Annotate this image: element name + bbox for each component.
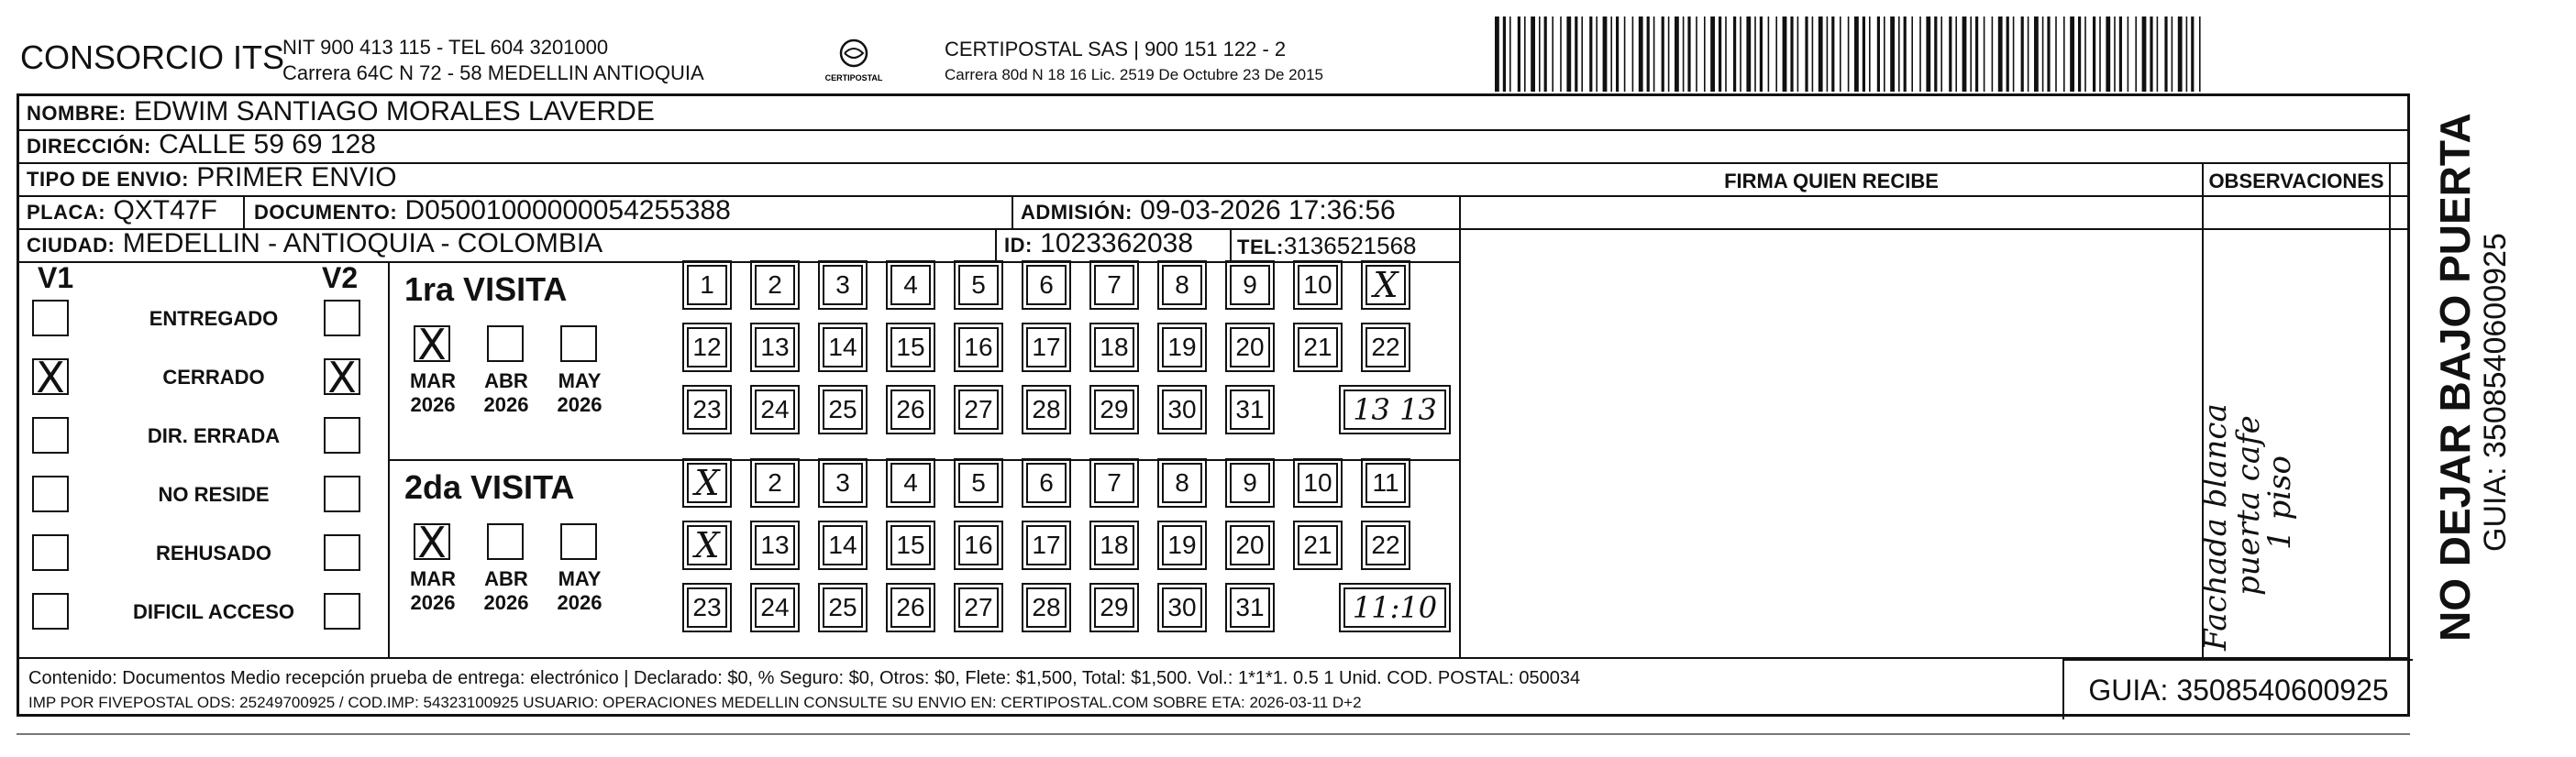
barcode-bar (1746, 16, 1751, 92)
day-box[interactable]: 27 (958, 587, 999, 628)
day-box[interactable]: 18 (1094, 525, 1134, 565)
barcode-bar (1812, 16, 1814, 92)
status-label: DIFICIL ACCESO (132, 600, 294, 623)
v2-checkbox[interactable] (324, 417, 360, 454)
nombre-value: EDWIM SANTIAGO MORALES LAVERDE (133, 96, 655, 126)
id-value: 1023362038 (1040, 228, 1194, 258)
day-box[interactable]: 15 (890, 327, 931, 368)
day-box[interactable]: 25 (823, 389, 863, 430)
barcode-bar (1653, 16, 1655, 92)
visit-time[interactable]: 13 13 (1343, 389, 1446, 430)
ciudad-field: CIUDAD: MEDELLIN - ANTIOQUIA - COLOMBIA (27, 228, 603, 258)
barcode-bar (1596, 16, 1598, 92)
day-box[interactable]: 20 (1230, 327, 1270, 368)
direccion-label: DIRECCIÓN: (27, 135, 151, 158)
tipo-label: TIPO DE ENVIO: (27, 168, 189, 191)
day-box[interactable]: 6 (1026, 463, 1067, 503)
documento-field: DOCUMENTO: D05001000000054255388 (254, 195, 731, 225)
barcode-bar (1560, 16, 1562, 92)
placa-field: PLACA: QXT47F (27, 195, 217, 225)
day-box[interactable]: 14 (823, 525, 863, 565)
barcode-bar (1962, 16, 1967, 92)
visit-title: 1ra VISITA (404, 270, 568, 308)
barcode-bar (1566, 16, 1571, 92)
day-box[interactable]: 13 (755, 525, 795, 565)
day-box[interactable]: 2 (755, 463, 795, 503)
barcode-bar (1840, 16, 1841, 92)
barcode-bar (1616, 16, 1619, 92)
day-box[interactable]: 12 (687, 327, 727, 368)
month-label: ABR 2026 (483, 567, 529, 614)
certipostal-logo (822, 35, 886, 90)
barcode-bar (1949, 16, 1951, 92)
barcode-bar (2034, 16, 2039, 92)
barcode-bar (1683, 16, 1685, 92)
barcode-bar (1710, 16, 1715, 92)
day-box[interactable]: 3 (823, 463, 863, 503)
barcode-bar (2063, 16, 2065, 92)
barcode-bar (2042, 16, 2044, 92)
day-box[interactable]: 22 (1365, 525, 1406, 565)
barcode-bar (1831, 16, 1834, 92)
barcode-bar (1509, 16, 1511, 92)
month-checkbox[interactable]: X (414, 523, 450, 560)
direccion-row (27, 129, 376, 160)
obs-line-2: puerta cafe (2230, 415, 2267, 596)
barcode-bar (1668, 16, 1670, 92)
month-label: ABR 2026 (483, 369, 529, 416)
barcode-bar (2128, 16, 2129, 92)
tipo-value: PRIMER ENVIO (196, 162, 397, 192)
day-box[interactable]: 8 (1162, 463, 1202, 503)
day-box[interactable]: 28 (1026, 389, 1067, 430)
v2-checkbox[interactable] (324, 300, 360, 336)
day-box[interactable]: 28 (1026, 587, 1067, 628)
day-box[interactable]: 5 (958, 463, 999, 503)
nombre-row (27, 96, 655, 127)
barcode-bar (1575, 16, 1577, 92)
barcode-bar (2078, 16, 2081, 92)
barcode-bar (1495, 16, 1499, 92)
barcode-bar (2106, 16, 2110, 92)
barcode-bar (2055, 16, 2057, 92)
day-box[interactable]: 19 (1162, 525, 1202, 565)
day-box[interactable]: 4 (890, 265, 931, 305)
delivery-form (17, 93, 2410, 717)
visit-title: 2da VISITA (404, 468, 575, 506)
day-box[interactable]: 9 (1230, 463, 1270, 503)
day-box[interactable]: 14 (823, 327, 863, 368)
month-label: MAY 2026 (557, 567, 603, 614)
day-box[interactable]: 17 (1026, 327, 1067, 368)
company-name: CONSORCIO ITS (20, 38, 285, 76)
v2-checkbox[interactable] (324, 593, 360, 630)
barcode-bar (1975, 16, 1978, 92)
barcode-bar (1624, 16, 1626, 92)
certi-line2: Carrera 80d N 18 16 Lic. 2519 De Octubre 23 De 2015 (945, 66, 1323, 83)
day-box[interactable]: 3 (823, 265, 863, 305)
day-box[interactable]: 18 (1094, 327, 1134, 368)
barcode-bar (1854, 16, 1859, 92)
admision-field: ADMISIÓN: 09-03-2026 17:36:56 (1021, 195, 1396, 225)
nombre-label: NOMBRE: (27, 102, 127, 125)
bottom-rule (17, 733, 2410, 735)
month-checkbox[interactable] (487, 523, 524, 560)
status-label: NO RESIDE (158, 483, 270, 506)
day-box[interactable]: 26 (890, 587, 931, 628)
day-box[interactable]: 30 (1162, 389, 1202, 430)
day-box[interactable]: 25 (823, 587, 863, 628)
day-box[interactable]: 5 (958, 265, 999, 305)
day-box[interactable]: 16 (958, 327, 999, 368)
day-box[interactable]: X (687, 463, 727, 503)
day-box[interactable]: 2 (755, 265, 795, 305)
id-field: ID: 1023362038 (1004, 228, 1194, 258)
barcode-bar (2084, 16, 2086, 92)
v2-checkbox[interactable] (324, 476, 360, 512)
guia-number: GUIA: 3508540600925 (2062, 659, 2413, 719)
barcode-bar (1524, 16, 1526, 92)
barcode-bar (1539, 16, 1541, 92)
barcode-bar (2186, 16, 2188, 92)
barcode-bar (1869, 16, 1871, 92)
tel-value: 3136521568 (1283, 232, 1417, 259)
tel-field: TEL:3136521568 (1237, 232, 1417, 259)
barcode-bar (1863, 16, 1865, 92)
barcode-bar (2114, 16, 2116, 92)
barcode-bar (1775, 16, 1777, 92)
barcode-bar (1884, 16, 1885, 92)
day-box[interactable]: 26 (890, 389, 931, 430)
month-checkbox[interactable] (560, 523, 597, 560)
barcode-bar (1518, 16, 1520, 92)
barcode (1495, 16, 2201, 92)
status-label: CERRADO (162, 366, 265, 389)
v2-checkbox[interactable]: X (324, 358, 360, 395)
day-box[interactable]: 1 (687, 265, 727, 305)
svg-text:CERTIPOSTAL: CERTIPOSTAL (824, 73, 883, 82)
firma-header: FIRMA QUIEN RECIBE (1724, 170, 1939, 192)
barcode-bar (1940, 16, 1942, 92)
v1-checkbox[interactable] (32, 476, 69, 512)
status-label: ENTREGADO (149, 307, 279, 330)
v1-checkbox[interactable]: X (32, 358, 69, 395)
barcode-bar (1827, 16, 1829, 92)
barcode-bar (1934, 16, 1937, 92)
barcode-bar (2157, 16, 2159, 92)
barcode-bar (1890, 16, 1895, 92)
barcode-bar (1919, 16, 1921, 92)
direccion-value: CALLE 59 69 128 (159, 129, 376, 159)
v2-header: V2 (322, 261, 359, 294)
placa-value: QXT47F (113, 195, 217, 225)
day-box[interactable]: 13 (755, 327, 795, 368)
barcode-bar (2142, 16, 2147, 92)
day-box[interactable]: 19 (1162, 327, 1202, 368)
day-box[interactable]: 23 (687, 587, 727, 628)
month-checkbox[interactable] (487, 325, 524, 362)
v1-header: V1 (38, 261, 74, 294)
v1-checkbox[interactable] (32, 593, 69, 630)
side-guia: GUIA: 3508540600925 (2478, 233, 2513, 552)
nit-line: NIT 900 413 115 - TEL 604 3201000 (282, 36, 609, 59)
barcode-bar (1783, 16, 1787, 92)
day-box[interactable]: 31 (1230, 389, 1270, 430)
barcode-bar (1790, 16, 1793, 92)
day-box[interactable]: 8 (1162, 265, 1202, 305)
barcode-bar (1760, 16, 1763, 92)
day-box[interactable]: 21 (1298, 525, 1338, 565)
footer-imp: IMP POR FIVEPOSTAL ODS: 25249700925 / COD.IMP: 54323100925 USUARIO: OPERACIONES MEDELLIN CONSULTE SU ENVIO EN: CERTIPOSTAL.COM SOBRE ETA: 2026-03-11 D+2 (28, 694, 1362, 711)
admision-value: 09-03-2026 17:36:56 (1140, 195, 1396, 225)
barcode-bar (1719, 16, 1721, 92)
barcode-bar (1992, 16, 1994, 92)
barcode-bar (2028, 16, 2029, 92)
certi-line1: CERTIPOSTAL SAS | 900 151 122 - 2 (945, 38, 1287, 60)
barcode-bar (1531, 16, 1535, 92)
barcode-bar (1926, 16, 1930, 92)
status-label: DIR. ERRADA (147, 424, 281, 447)
no-dejar-bajo-puerta: NO DEJAR BAJO PUERTA (2431, 113, 2479, 642)
day-box[interactable]: 10 (1298, 265, 1338, 305)
month-label: MAR 2026 (409, 369, 457, 416)
v2-checkbox[interactable] (324, 534, 360, 571)
month-checkbox[interactable] (560, 325, 597, 362)
barcode-bar (1877, 16, 1880, 92)
barcode-bar (1754, 16, 1756, 92)
barcode-bar (2070, 16, 2074, 92)
barcode-bar (1603, 16, 1608, 92)
barcode-bar (1848, 16, 1850, 92)
month-label: MAR 2026 (409, 567, 457, 614)
day-box[interactable]: 4 (890, 463, 931, 503)
day-box[interactable]: 20 (1230, 525, 1270, 565)
v1-checkbox[interactable] (32, 417, 69, 454)
certipostal-info (945, 37, 1323, 88)
barcode-bar (1768, 16, 1770, 92)
barcode-bar (1639, 16, 1643, 92)
v1-checkbox[interactable] (32, 300, 69, 336)
barcode-bar (1503, 16, 1506, 92)
barcode-bar (2013, 16, 2015, 92)
day-box[interactable]: 27 (958, 389, 999, 430)
barcode-bar (1632, 16, 1634, 92)
barcode-bar (1725, 16, 1727, 92)
barcode-bar (1696, 16, 1697, 92)
barcode-bar (1740, 16, 1741, 92)
barcode-bar (1998, 16, 2003, 92)
barcode-bar (2191, 16, 2194, 92)
barcode-bar (2178, 16, 2183, 92)
barcode-bar (2199, 16, 2201, 92)
day-box[interactable]: 15 (890, 525, 931, 565)
barcode-bar (1805, 16, 1808, 92)
day-box[interactable]: X (687, 525, 727, 565)
v1-checkbox[interactable] (32, 534, 69, 571)
barcode-bar (1970, 16, 1972, 92)
barcode-bar (2007, 16, 2009, 92)
day-box[interactable]: 7 (1094, 463, 1134, 503)
status-label: REHUSADO (156, 542, 271, 565)
footer-content: Contenido: Documentos Medio recepción prueba de entrega: electrónico | Declarado: $0, % Seguro: $0, Otros: $0, Flete: $1,500, Total: $1,500. Vol.: 1*1*1. 0.5 1 Unid. COD. POSTAL: 050034 (28, 668, 1581, 688)
barcode-bar (1911, 16, 1913, 92)
barcode-bar (1704, 16, 1706, 92)
barcode-bar (2135, 16, 2137, 92)
tipo-envio-row (27, 162, 397, 193)
barcode-bar (1544, 16, 1547, 92)
barcode-bar (1662, 16, 1664, 92)
barcode-bar (2164, 16, 2167, 92)
barcode-bar (1984, 16, 1985, 92)
day-box[interactable]: X (1365, 265, 1406, 305)
barcode-bar (1955, 16, 1957, 92)
day-box[interactable]: 17 (1026, 525, 1067, 565)
month-checkbox[interactable]: X (414, 325, 450, 362)
barcode-bar (2099, 16, 2101, 92)
day-box[interactable]: 31 (1230, 587, 1270, 628)
day-box[interactable]: 6 (1026, 265, 1067, 305)
address-line: Carrera 64C N 72 - 58 MEDELLIN ANTIOQUIA (282, 61, 704, 84)
barcode-bar (1898, 16, 1900, 92)
barcode-bar (1904, 16, 1907, 92)
barcode-bar (1819, 16, 1823, 92)
day-box[interactable]: 10 (1298, 463, 1338, 503)
day-box[interactable]: 30 (1162, 587, 1202, 628)
obs-line-1: Fachada blanca (2197, 403, 2234, 651)
barcode-bar (1733, 16, 1736, 92)
observaciones-handwriting (2188, 275, 2298, 651)
ciudad-value: MEDELLIN - ANTIOQUIA - COLOMBIA (122, 228, 603, 258)
day-box[interactable]: 24 (755, 389, 795, 430)
day-box[interactable]: 7 (1094, 265, 1134, 305)
barcode-bar (1581, 16, 1583, 92)
day-box[interactable]: 22 (1365, 327, 1406, 368)
barcode-bar (1647, 16, 1650, 92)
barcode-bar (2150, 16, 2152, 92)
day-box[interactable]: 16 (958, 525, 999, 565)
visit-time[interactable]: 11:10 (1343, 587, 1446, 628)
barcode-bar (2119, 16, 2122, 92)
barcode-bar (1610, 16, 1612, 92)
day-box[interactable]: 23 (687, 389, 727, 430)
barcode-bar (2047, 16, 2050, 92)
barcode-bar (2093, 16, 2095, 92)
barcode-bar (1687, 16, 1690, 92)
barcode-bar (2021, 16, 2024, 92)
company-info (282, 35, 704, 86)
day-box[interactable]: 11 (1365, 463, 1406, 503)
observaciones-header: OBSERVACIONES (2208, 170, 2384, 192)
day-box[interactable]: 24 (755, 587, 795, 628)
day-box[interactable]: 21 (1298, 327, 1338, 368)
barcode-bar (1797, 16, 1799, 92)
barcode-bar (1675, 16, 1679, 92)
barcode-bar (1589, 16, 1592, 92)
documento-value: D05001000000054255388 (404, 195, 731, 225)
barcode-bar (1552, 16, 1553, 92)
obs-line-3: 1 piso (2261, 455, 2298, 550)
day-box[interactable]: 29 (1094, 587, 1134, 628)
day-box[interactable]: 29 (1094, 389, 1134, 430)
month-label: MAY 2026 (557, 369, 603, 416)
day-box[interactable]: 9 (1230, 265, 1270, 305)
barcode-bar (2172, 16, 2173, 92)
